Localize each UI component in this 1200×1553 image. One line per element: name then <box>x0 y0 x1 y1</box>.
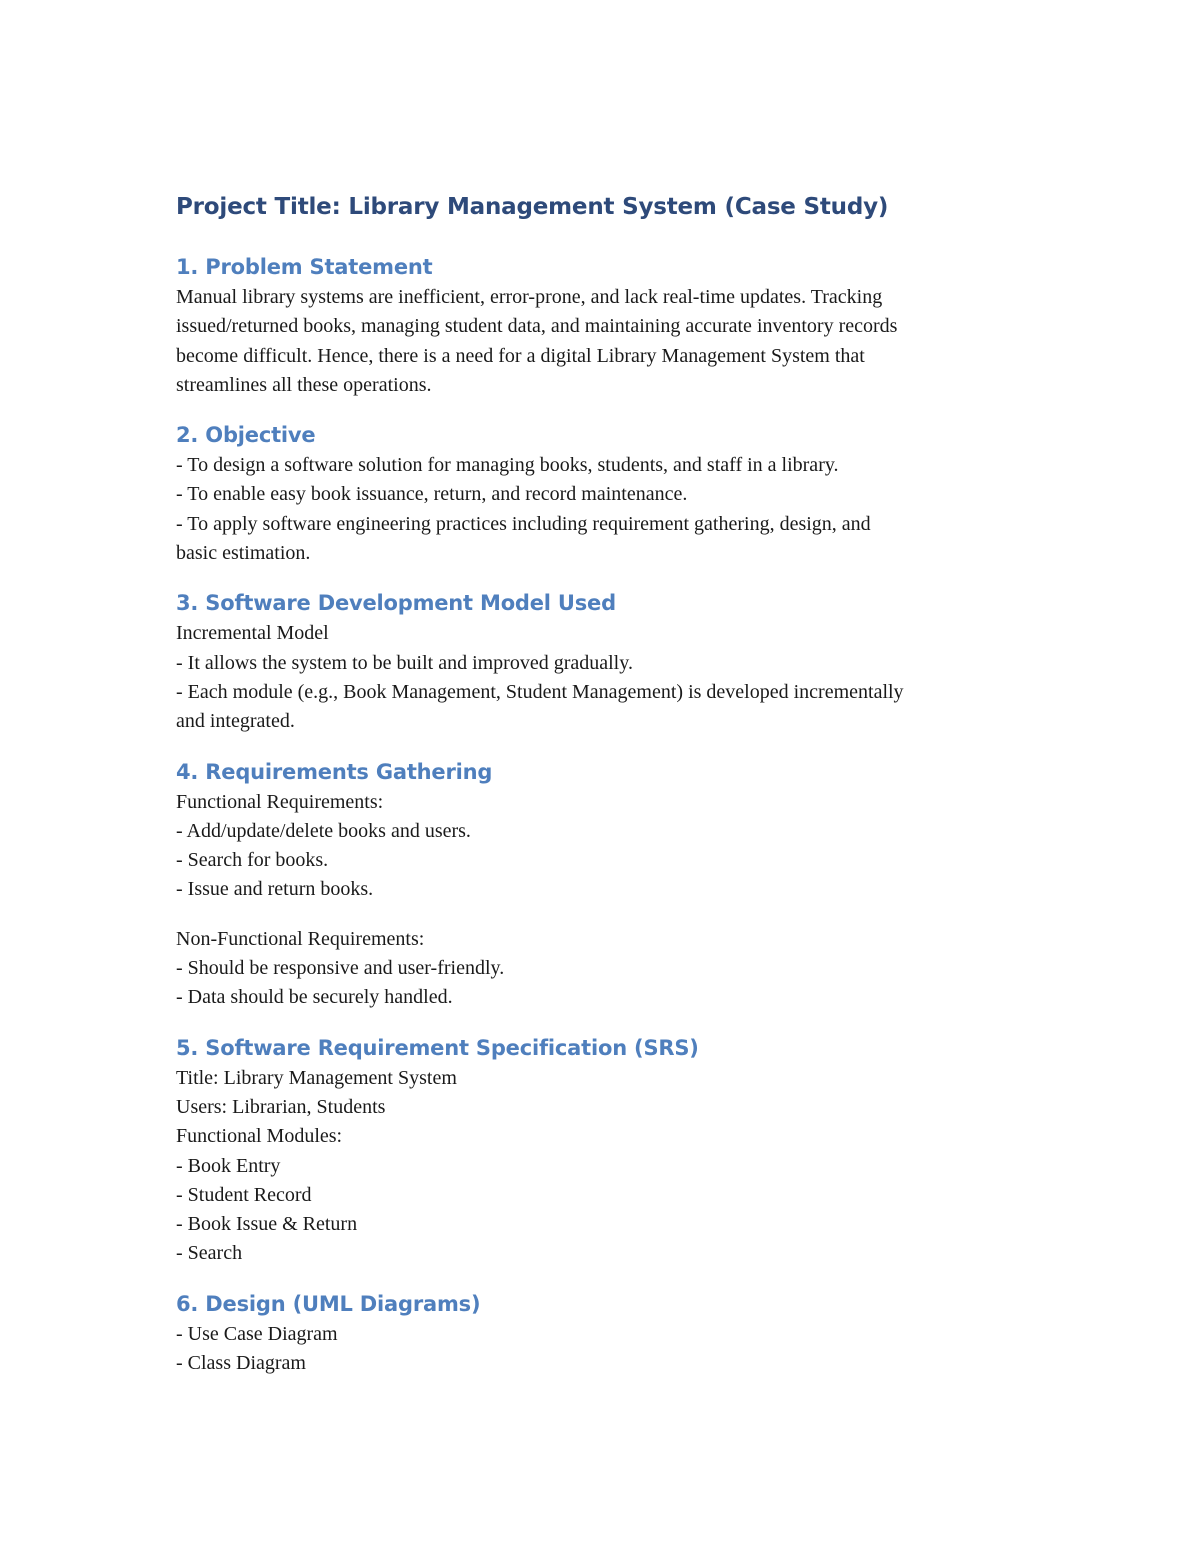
list-item: - Search <box>176 1242 243 1265</box>
list-item: basic estimation. <box>176 542 311 565</box>
paragraph-line: Title: Library Management System <box>176 1066 457 1089</box>
page-title: Project Title: Library Management System (Case Study) <box>176 194 889 220</box>
list-item: - Use Case Diagram <box>176 1322 338 1345</box>
list-item: - Data should be securely handled. <box>176 986 453 1009</box>
list-item: - Each module (e.g., Book Management, Student Management) is developed incrementally <box>176 680 904 703</box>
list-item: - Book Entry <box>176 1154 281 1177</box>
list-item: - Search for books. <box>176 849 329 872</box>
list-item: - To design a software solution for managing books, students, and staff in a library. <box>176 454 839 477</box>
list-item: - Issue and return books. <box>176 878 374 901</box>
subheading-line: Non-Functional Requirements: <box>176 927 425 950</box>
list-item: - Add/update/delete books and users. <box>176 819 471 842</box>
section-heading: 5. Software Requirement Specification (SRS) <box>176 1035 699 1060</box>
section-problem-statement <box>176 252 1036 400</box>
paragraph-line: Manual library systems are inefficient, error-prone, and lack real-time updates. Tracking <box>176 286 883 308</box>
list-item: - Student Record <box>176 1183 312 1206</box>
section-heading: 2. Objective <box>176 423 316 448</box>
paragraph-line: issued/returned books, managing student data, and maintaining accurate inventory records <box>176 315 898 338</box>
list-item: - Should be responsive and user-friendly. <box>176 957 505 980</box>
section-heading: 6. Design (UML Diagrams) <box>176 1291 481 1316</box>
section-design <box>176 1289 1036 1379</box>
list-item: - Class Diagram <box>176 1352 306 1375</box>
section-requirements-gathering <box>176 757 1036 1013</box>
list-item: - It allows the system to be built and improved gradually. <box>176 651 633 674</box>
section-development-model <box>176 588 1036 736</box>
section-heading: 3. Software Development Model Used <box>176 591 616 616</box>
paragraph-line: become difficult. Hence, there is a need for a digital Library Management System that <box>176 344 865 367</box>
section-heading: 1. Problem Statement <box>176 255 433 279</box>
list-item: - Book Issue & Return <box>176 1213 358 1236</box>
paragraph-line: streamlines all these operations. <box>176 373 432 396</box>
section-heading: 4. Requirements Gathering <box>176 759 493 784</box>
section-objective <box>176 420 1036 568</box>
document-page <box>176 190 1036 1398</box>
paragraph-line: Users: Librarian, Students <box>176 1095 386 1118</box>
paragraph-line: Functional Modules: <box>176 1125 343 1148</box>
section-srs <box>176 1033 1036 1269</box>
list-item: and integrated. <box>176 710 295 733</box>
paragraph-gap <box>176 905 1036 925</box>
list-item: - To apply software engineering practices including requirement gathering, design, and <box>176 512 871 535</box>
paragraph-line: Incremental Model <box>176 622 329 645</box>
subheading-line: Functional Requirements: <box>176 790 384 813</box>
list-item: - To enable easy book issuance, return, and record maintenance. <box>176 483 688 506</box>
